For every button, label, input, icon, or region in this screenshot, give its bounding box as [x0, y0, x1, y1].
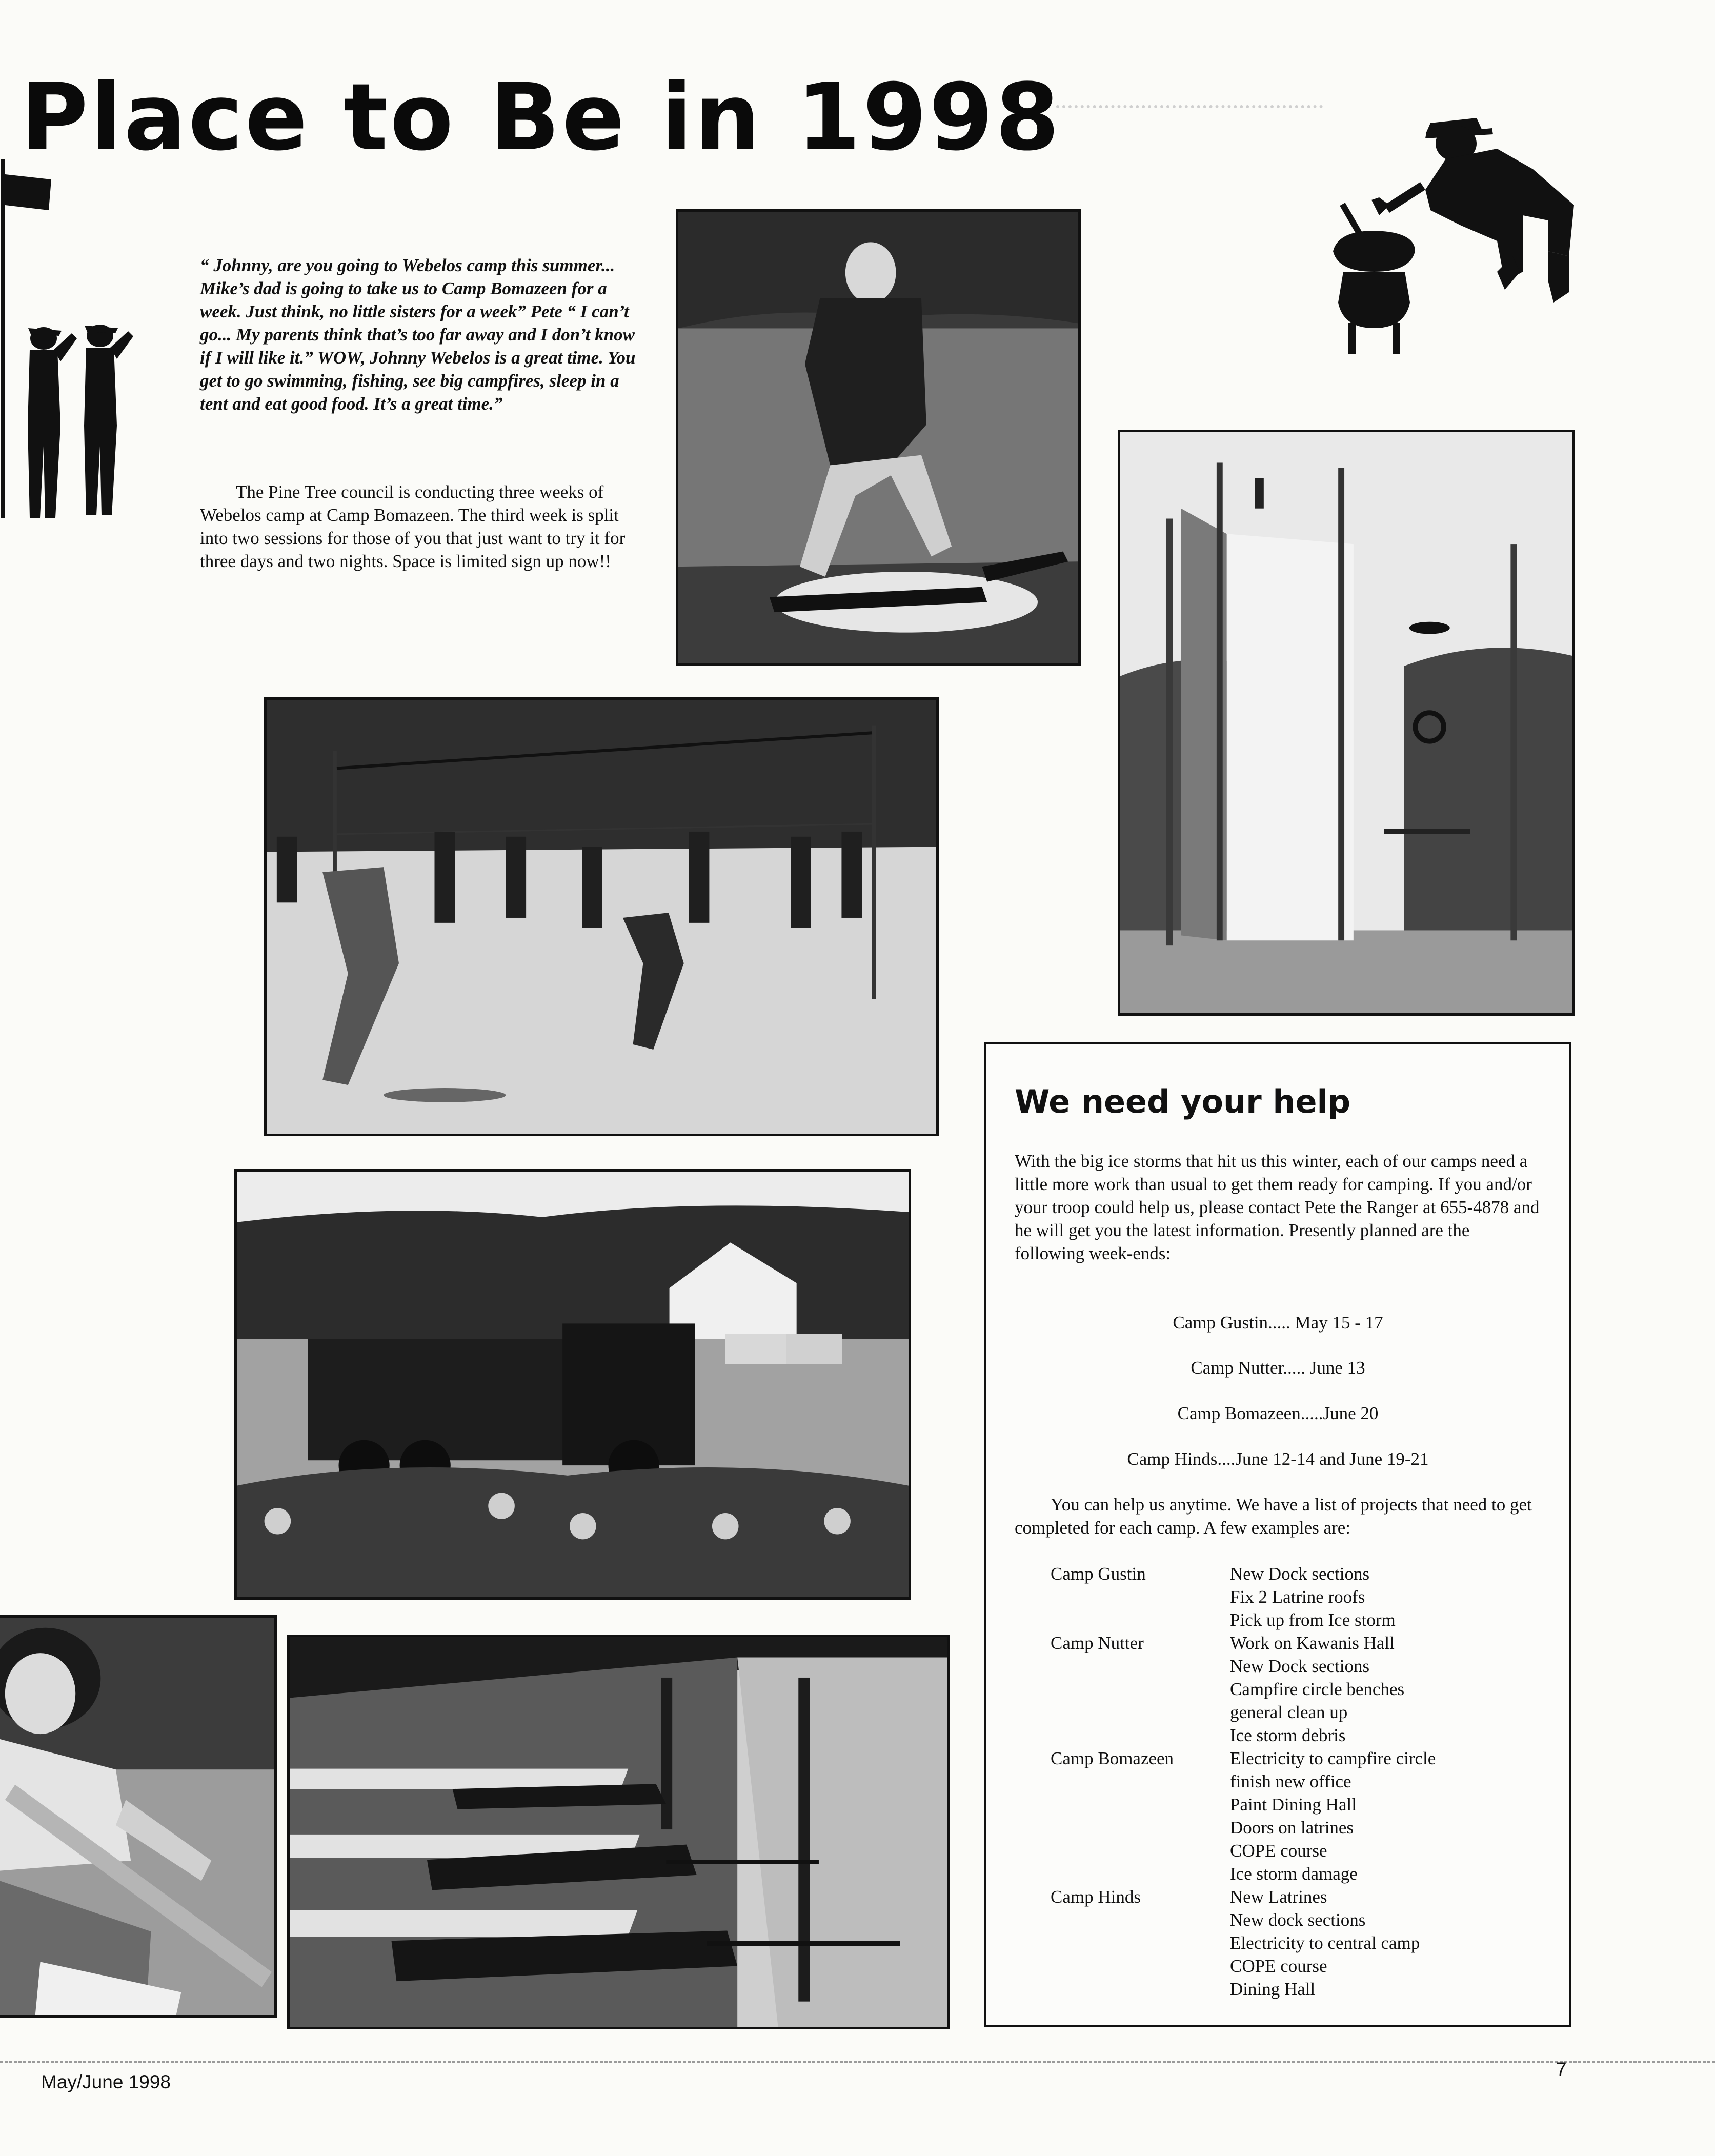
project-item: Pick up from Ice storm — [1230, 1610, 1396, 1630]
project-item: Campfire circle benches — [1230, 1679, 1405, 1699]
project-item: Doors on latrines — [1230, 1818, 1354, 1838]
project-item: Electricity to campfire circle — [1230, 1748, 1436, 1768]
project-item: Paint Dining Hall — [1230, 1795, 1357, 1815]
camp-name: Camp Gustin — [1051, 1564, 1146, 1584]
project-item: general clean up — [1230, 1702, 1348, 1722]
help-intro: With the big ice storms that hit us this winter, each of our camps need a little more work than usual to get them ready for camping. If you and/or your troop could help us, please contact Pete the Ranger at 655-4878 and he will get you the latest information. Presently planned are the following week-ends: — [1015, 1151, 1540, 1263]
camp-name: Camp Bomazeen — [1051, 1748, 1174, 1768]
schedule-item: Camp Nutter..... June 13 — [1191, 1358, 1365, 1378]
climbing-tower-photo — [1118, 430, 1575, 1016]
schedule-item: Camp Gustin..... May 15 - 17 — [1173, 1313, 1383, 1333]
intro-quote: “ Johnny, are you going to Webelos camp this summer... Mike’s dad is going to take us to Camp Bomazeen for a week. Just think, no little sisters for a week” Pete “ I can’t go... My parents think that’s too far away and I don’t know if I will like it.” WOW, Johnny Webelos is a great time. You get to go swimming, fishing, see big campfires, sleep in a tent and eat good food. It’s a great time.” — [200, 255, 636, 414]
camp-name: Camp Nutter — [1051, 1633, 1144, 1653]
help-box — [984, 1042, 1571, 2027]
help-title: We need your help — [1015, 1083, 1351, 1120]
project-item: COPE course — [1230, 1841, 1327, 1861]
footer-date: May/June 1998 — [41, 2071, 171, 2092]
project-item: New Latrines — [1230, 1887, 1327, 1907]
scouts-salute-silhouette — [0, 159, 138, 528]
camp-name: Camp Hinds — [1051, 1887, 1141, 1907]
project-item: COPE course — [1230, 1956, 1327, 1976]
intro-body: The Pine Tree council is conducting three weeks of Webelos camp at Camp Bomazeen. The third week is split into two sessions for those of you that just want to try it for three days and two nights. Space is limited sign up now!! — [200, 482, 626, 571]
ranger-cooking-silhouette — [1328, 87, 1584, 379]
project-item: Electricity to central camp — [1230, 1933, 1420, 1953]
project-item: Fix 2 Latrine roofs — [1230, 1587, 1365, 1607]
project-item: Dining Hall — [1230, 1979, 1316, 1999]
scout-whittling-photo — [0, 1615, 277, 2018]
project-item: Ice storm damage — [1230, 1864, 1358, 1884]
project-item: Work on Kawanis Hall — [1230, 1633, 1395, 1653]
help-anytime: You can help us anytime. We have a list of projects that need to get completed for each camp. A few examples are: — [1015, 1495, 1532, 1538]
rifle-range-photo — [287, 1635, 950, 2029]
project-item: finish new office — [1230, 1771, 1351, 1791]
volleyball-photo — [264, 697, 939, 1136]
water-skiing-photo — [676, 209, 1081, 666]
project-item: New dock sections — [1230, 1910, 1366, 1930]
project-item: New Dock sections — [1230, 1564, 1370, 1584]
project-item: New Dock sections — [1230, 1656, 1370, 1676]
schedule-item: Camp Bomazeen.....June 20 — [1177, 1403, 1379, 1423]
schedule-item: Camp Hinds....June 12-14 and June 19-21 — [1127, 1449, 1429, 1469]
footer-rule — [0, 2061, 1715, 2063]
project-item: Ice storm debris — [1230, 1725, 1346, 1745]
page-number: 7 — [1556, 2059, 1567, 2080]
headline-rule — [1056, 105, 1323, 108]
headline: Place to Be in 1998 — [21, 64, 1062, 171]
fire-truck-photo — [234, 1169, 911, 1600]
